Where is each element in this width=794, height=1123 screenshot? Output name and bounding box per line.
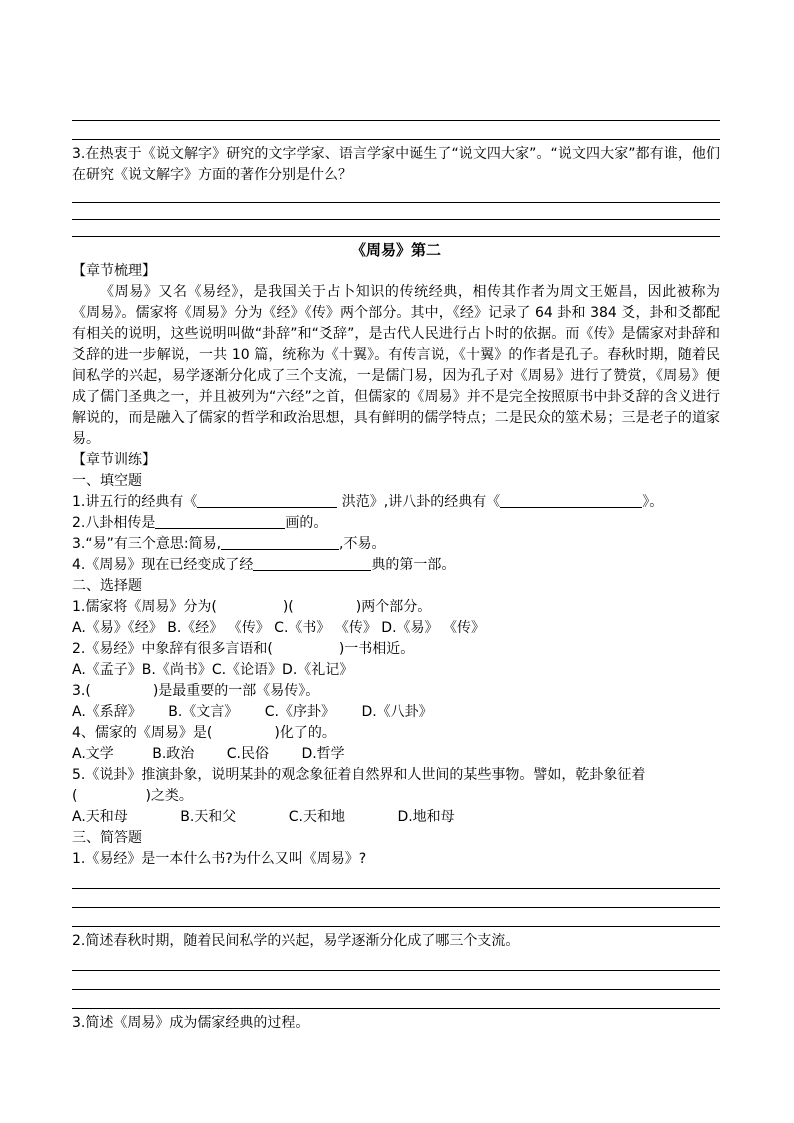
answer-line xyxy=(72,870,720,889)
answer-line xyxy=(72,96,720,121)
fill-q4-part-b: 典的第一部。 xyxy=(371,557,456,573)
choice-q5-options xyxy=(72,807,720,828)
fill-q1-part-a: 1.讲五行的经典有《 xyxy=(72,494,198,510)
choice-q2-part-b: )一书相近。 xyxy=(338,641,415,657)
option-a: A.文学 xyxy=(72,746,114,762)
answer-line xyxy=(72,889,720,908)
answer-line xyxy=(72,121,720,140)
choice-q2-options: A.《孟子》B.《尚书》C.《论语》D.《礼记》 xyxy=(72,662,354,678)
choice-question-4 xyxy=(72,723,720,744)
fill-q1-part-c: 》。 xyxy=(642,494,664,510)
short-heading: 三、简答题 xyxy=(72,830,142,846)
question-3-shuowen: 3.在热衷于《说文解字》研究的文字学家、语言学家中诞生了“说文四大家”。“说文四大家”都有谁，他们在研究《说文解字》方面的著作分别是什么？ xyxy=(72,146,720,183)
choice-q3-part-b: )是最重要的一部《易传》。 xyxy=(152,683,320,699)
option-b: B.政治 xyxy=(152,746,195,762)
answer-line xyxy=(72,952,720,971)
option-a: A.《系辞》 xyxy=(72,704,142,720)
fill-q2-part-b: 画的。 xyxy=(285,515,328,531)
choice-q3-part-a: 3.( xyxy=(72,683,91,699)
option-c: C.民俗 xyxy=(226,746,269,762)
answer-line xyxy=(72,990,720,1009)
option-d: D.哲学 xyxy=(301,746,345,762)
choice-question-1 xyxy=(72,597,720,618)
fill-question-1 xyxy=(72,492,720,513)
choice-question-2 xyxy=(72,639,720,660)
fill-heading: 一、填空题 xyxy=(72,473,142,489)
choice-q4-part-a: 4、儒家的《周易》是( xyxy=(72,725,213,741)
fill-question-4 xyxy=(72,555,720,576)
choice-q5-part-b: ( xyxy=(72,788,78,804)
choice-q2-part-a: 2.《易经》中象辞有很多言语和( xyxy=(72,641,273,657)
short-question-3: 3.简述《周易》成为儒家经典的过程。 xyxy=(72,1015,310,1031)
fill-q4-part-a: 4.《周易》现在已经变成了经 xyxy=(72,557,254,573)
option-d: D.地和母 xyxy=(397,809,455,825)
choice-q3-options xyxy=(72,702,720,723)
answer-blank[interactable] xyxy=(253,556,371,571)
answer-line xyxy=(72,220,720,237)
option-b: B.《文言》 xyxy=(168,704,239,720)
option-c: C.天和地 xyxy=(288,809,345,825)
fill-question-2 xyxy=(72,513,720,534)
answer-blank[interactable] xyxy=(500,493,642,508)
choice-question-5 xyxy=(72,765,720,807)
option-a: A.天和母 xyxy=(72,809,128,825)
fill-q1-part-b: 洪范》,讲八卦的经典有《 xyxy=(337,494,501,510)
answer-blank[interactable] xyxy=(197,493,337,508)
answer-line xyxy=(72,971,720,990)
short-question-2: 2.简述春秋时期，随着民间私学的兴起，易学逐渐分化成了哪三个支流。 xyxy=(72,933,520,949)
option-b: B.天和父 xyxy=(180,809,237,825)
review-paragraph: 《周易》又名《易经》，是我国关于占卜知识的传统经典，相传其作者为周文王姬昌，因此被称为《周易》。儒家将《周易》分为《经》《传》两个部分。其中，《经》记录了 64 卦和 384 爻，卦和爻都配有相关的说明，这些说明叫做“卦辞”和“爻辞”，是古代人民进行占卜时的依据。而《传》是儒家对卦辞和爻辞的进一步解说，一共 10 篇，统称为《十翼》。有传言说，《十翼》的作者是孔子。春秋时期，随着民间私学的兴起，易学逐渐分化成了三个支流，一是儒门易，因为孔子对《周易》进行了赞赏，《周易》便成了儒门圣典之一，并且被列为“六经”之首，但儒家的《周易》并不是完全按照原书中卦爻辞的含义进行解说的，而是融入了儒家的哲学和政治思想，具有鲜明的儒学特点；二是民众的筮术易；三是老子的道家易。 xyxy=(72,284,720,447)
choice-question-3 xyxy=(72,681,720,702)
choice-q4-options xyxy=(72,744,720,765)
choice-q1-part-a: 1.儒家将《周易》分为( xyxy=(72,599,217,615)
choice-q1-options: A.《易》《经》 B.《经》 《传》 C.《书》 《传》 D.《易》 《传》 xyxy=(72,620,485,636)
choice-q4-part-b: )化了的。 xyxy=(274,725,336,741)
training-heading: 【章节训练】 xyxy=(72,452,156,468)
short-question-1: 1.《易经》是一本什么书?为什么又叫《周易》? xyxy=(72,851,367,867)
choice-heading: 二、选择题 xyxy=(72,578,142,594)
choice-q1-part-b: )( xyxy=(282,599,294,615)
answer-line xyxy=(72,203,720,220)
fill-q3-part-a: 3.“易”有三个意思:简易, xyxy=(72,536,222,552)
fill-q3-part-b: ,不易。 xyxy=(339,536,386,552)
answer-blank[interactable] xyxy=(155,514,285,529)
fill-question-3 xyxy=(72,534,720,555)
answer-blank[interactable] xyxy=(221,535,339,550)
chapter-title: 《周易》第二 xyxy=(350,241,441,259)
answer-line xyxy=(72,908,720,927)
answer-line xyxy=(72,186,720,203)
choice-q5-part-c: )之类。 xyxy=(145,788,193,804)
review-heading: 【章节梳理】 xyxy=(72,263,156,279)
choice-q1-part-c: )两个部分。 xyxy=(355,599,432,615)
choice-q5-part-a: 5.《说卦》推演卦象，说明某卦的观念象征着自然界和人世间的某些事物。譬如，乾卦象征着 xyxy=(72,767,646,783)
worksheet-page xyxy=(72,96,720,1034)
fill-q2-part-a: 2.八卦相传是 xyxy=(72,515,156,531)
option-c: C.《序卦》 xyxy=(264,704,335,720)
option-d: D.《八卦》 xyxy=(361,704,433,720)
